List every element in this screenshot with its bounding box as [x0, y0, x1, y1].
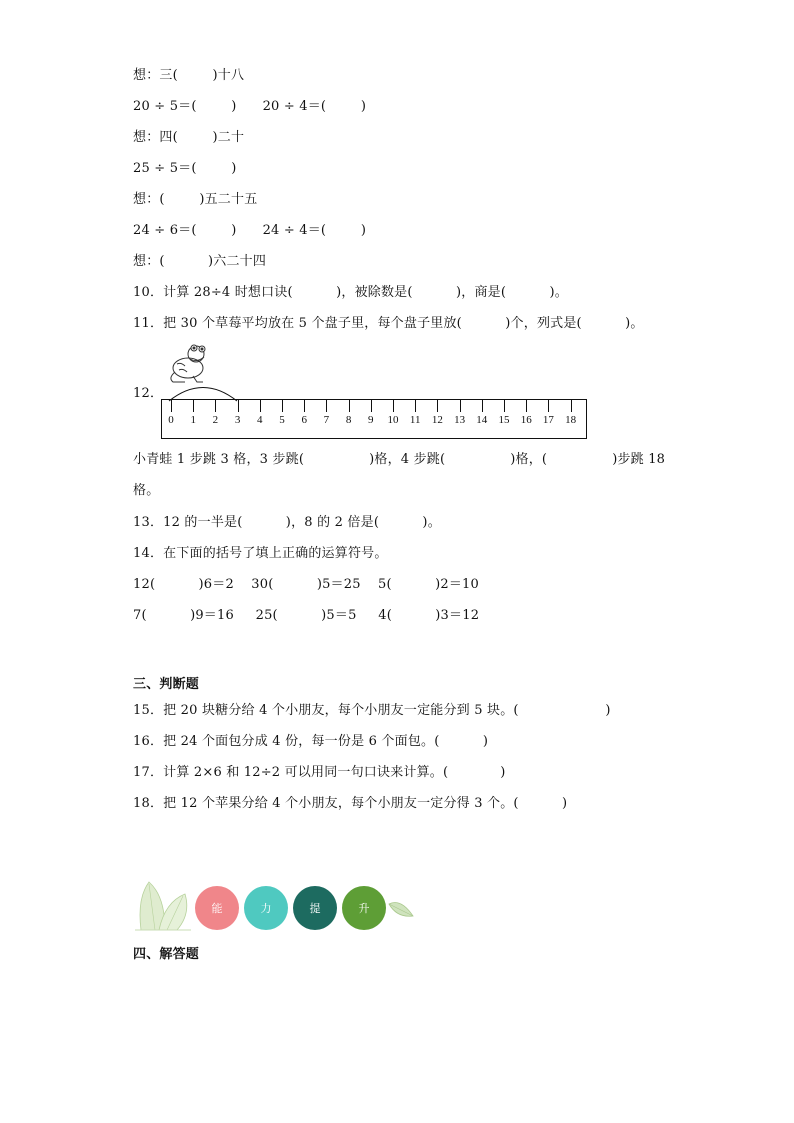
question-18: 18．把 12 个苹果分给 4 个小朋友，每个小朋友一定分得 3 个。( ) — [133, 796, 568, 811]
ruler-tick — [193, 400, 194, 412]
think-line-3: 想：( )五二十五 — [133, 192, 258, 207]
frog-icon — [163, 340, 218, 385]
question-14: 14．在下面的括号了填上正确的运算符号。 — [133, 546, 388, 561]
leaf-right-icon — [387, 898, 415, 920]
badge-sheng: 升 — [342, 886, 386, 930]
leaf-left-icon — [135, 878, 191, 932]
section-4-heading: 四、解答题 — [133, 947, 200, 962]
ruler-label: 3 — [234, 414, 241, 426]
ruler-label: 4 — [257, 414, 263, 426]
ruler-label: 0 — [168, 414, 174, 426]
equation-line-3: 24 ÷ 6＝( ) 24 ÷ 4＝( ) — [133, 223, 367, 238]
ruler-tick — [171, 400, 172, 412]
ruler-tick — [304, 400, 305, 412]
ruler-tick — [215, 400, 216, 412]
ruler-label: 10 — [387, 414, 399, 426]
ruler-label: 1 — [190, 414, 196, 426]
question-14-row-2: 7( )9＝16 25( )5＝5 4( )3＝12 — [133, 608, 480, 623]
ruler-label: 5 — [279, 414, 285, 426]
ability-banner — [135, 878, 425, 933]
ruler-tick — [437, 400, 438, 412]
section-3-heading: 三、判断题 — [133, 677, 200, 692]
question-17: 17．计算 2×6 和 12÷2 可以用同一句口诀来计算。( ) — [133, 765, 506, 780]
ruler-tick — [548, 400, 549, 412]
badge-neng: 能 — [195, 886, 239, 930]
question-12: 12． — [133, 386, 164, 401]
question-11: 11．把 30 个草莓平均放在 5 个盘子里，每个盘子里放( )个，列式是( )。 — [133, 316, 644, 331]
ruler-tick — [393, 400, 394, 412]
badge-li: 力 — [244, 886, 288, 930]
number-ruler — [161, 399, 587, 439]
question-10: 10．计算 28÷4 时想口诀( )，被除数是( )，商是( )。 — [133, 285, 568, 300]
ruler-label: 16 — [520, 414, 532, 426]
ruler-tick — [371, 400, 372, 412]
ruler-label: 13 — [454, 414, 466, 426]
question-13: 13．12 的一半是( )，8 的 2 倍是( )。 — [133, 515, 441, 530]
ruler-tick — [349, 400, 350, 412]
ruler-tick — [571, 400, 572, 412]
ruler-tick — [504, 400, 505, 412]
ruler-label: 7 — [323, 414, 330, 426]
ruler-label: 9 — [368, 414, 374, 426]
ruler-tick — [238, 400, 239, 412]
ruler-tick — [326, 400, 327, 412]
ruler-label: 17 — [542, 414, 554, 426]
ruler-tick — [415, 400, 416, 412]
question-12-text-end: 格。 — [133, 483, 160, 498]
ruler-label: 14 — [476, 414, 488, 426]
ruler-tick — [460, 400, 461, 412]
ruler-label: 6 — [301, 414, 307, 426]
badge-ti: 提 — [293, 886, 337, 930]
equation-line-1: 20 ÷ 5＝( ) 20 ÷ 4＝( ) — [133, 99, 367, 114]
question-16: 16．把 24 个面包分成 4 份，每一份是 6 个面包。( ) — [133, 734, 489, 749]
question-15: 15．把 20 块糖分给 4 个小朋友，每个小朋友一定能分到 5 块。( ) — [133, 703, 611, 718]
ruler-label: 12 — [431, 414, 443, 426]
question-12-text: 小青蛙 1 步跳 3 格，3 步跳( )格，4 步跳( )格，( )步跳 18 — [133, 452, 666, 467]
equation-line-2: 25 ÷ 5＝( ) — [133, 161, 237, 176]
ruler-label: 15 — [498, 414, 510, 426]
question-14-row-1: 12( )6＝2 30( )5＝25 5( )2＝10 — [133, 577, 479, 592]
ruler-label: 11 — [409, 414, 421, 426]
ruler-label: 18 — [565, 414, 577, 426]
ruler-tick — [482, 400, 483, 412]
ruler-label: 8 — [345, 414, 352, 426]
ruler-tick — [282, 400, 283, 412]
ruler-tick — [260, 400, 261, 412]
ruler-tick — [526, 400, 527, 412]
ruler-label: 2 — [212, 414, 219, 426]
think-line-1: 想：三( )十八 — [133, 68, 245, 83]
think-line-4: 想：( )六二十四 — [133, 254, 267, 269]
think-line-2: 想：四( )二十 — [133, 130, 245, 145]
